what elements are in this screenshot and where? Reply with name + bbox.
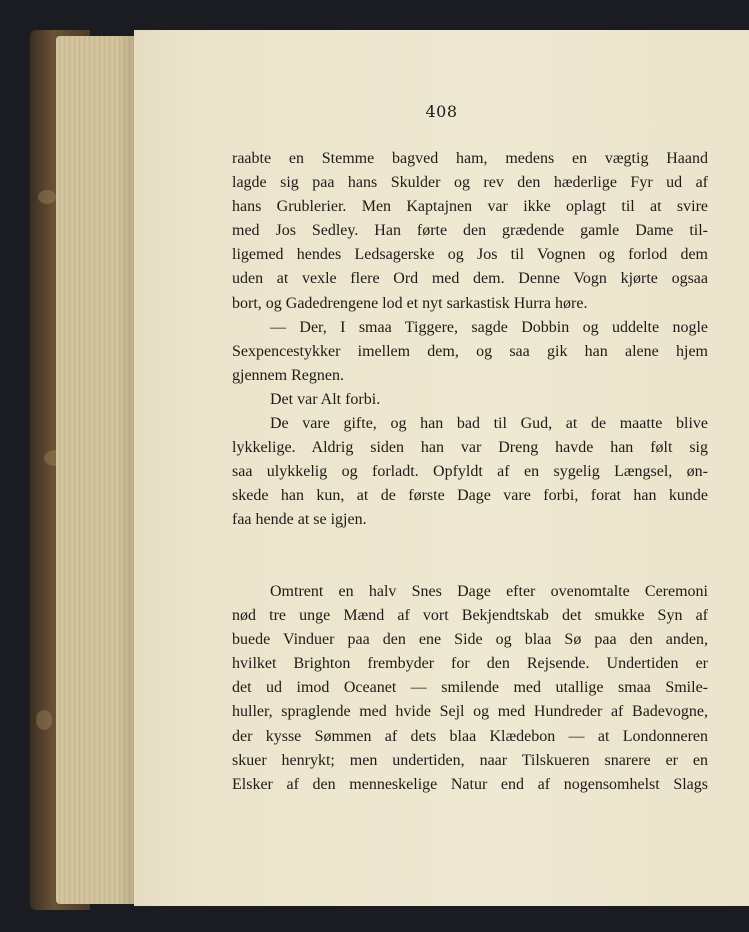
text-line: skede han kun, at de første Dage vare forbi, forat han kunde (232, 487, 708, 505)
text-line: faa hende at se igjen. (232, 511, 367, 529)
paragraph (232, 580, 708, 797)
text-line: buede Vinduer paa den ene Side og blaa Sø paa den anden, (232, 631, 708, 649)
text-line: hvilket Brighton frembyder for den Rejsende. Undertiden er (232, 655, 708, 673)
text-line: ligemed hendes Ledsagerske og Jos til Vognen og forlod dem (232, 246, 708, 264)
text-line: skuer henrykt; men undertiden, naar Tilskueren snarere er en (232, 751, 708, 769)
text-line: det ud imod Oceanet — smilende med utallige smaa Smile- (232, 679, 708, 697)
text-block-lower (232, 580, 708, 797)
text-line: med Jos Sedley. Han førte den grædende gamle Dame til- (232, 222, 708, 240)
text-line: uden at vexle flere Ord med dem. Denne Vogn kjørte ogsaa (232, 270, 708, 288)
text-line: gjennem Regnen. (232, 366, 344, 384)
text-line: raabte en Stemme bagved ham, medens en vægtig Haand (232, 150, 708, 167)
text-block-upper (232, 147, 708, 533)
text-line: Elsker af den menneskelige Natur end af nogensomhelst Slags (232, 775, 708, 793)
paragraph (232, 147, 708, 316)
text-line: — Der, I smaa Tiggere, sagde Dobbin og uddelte nogle (270, 318, 708, 336)
text-line: Omtrent en halv Snes Dage efter ovenomtalte Ceremoni (270, 583, 708, 600)
paragraph (232, 388, 708, 412)
text-line: Sexpencestykker imellem dem, og saa gik han alene hjem (232, 342, 708, 360)
text-line: Det var Alt forbi. (270, 390, 381, 408)
paragraph (232, 316, 708, 388)
page-number: 408 (425, 102, 458, 121)
text-line: lykkelige. Aldrig siden han var Dreng havde han følt sig (232, 439, 708, 457)
text-line: De vare gifte, og han bad til Gud, at de maatte blive (270, 415, 708, 433)
text-line: der kysse Sømmen af dets blaa Klædebon — at Londonneren (232, 727, 708, 745)
text-line: lagde sig paa hans Skulder og rev den hæderlige Fyr ud af (232, 174, 708, 192)
cover-stain (38, 190, 56, 204)
text-line: nød tre unge Mænd af vort Bekjendtskab det smukke Syn af (232, 607, 708, 625)
paragraph (232, 412, 708, 532)
text-line: huller, spraglende med hvide Sejl og med Hundreder af Badevogne, (232, 703, 708, 721)
text-line: hans Grublerier. Men Kaptajnen var ikke oplagt til at svire (232, 198, 708, 216)
text-line: saa ulykkelig og forladt. Opfyldt af en sygelig Længsel, øn- (232, 463, 708, 481)
text-line: bort, og Gadedrengene lod et nyt sarkastisk Hurra høre. (232, 294, 588, 312)
cover-stain (36, 710, 52, 730)
